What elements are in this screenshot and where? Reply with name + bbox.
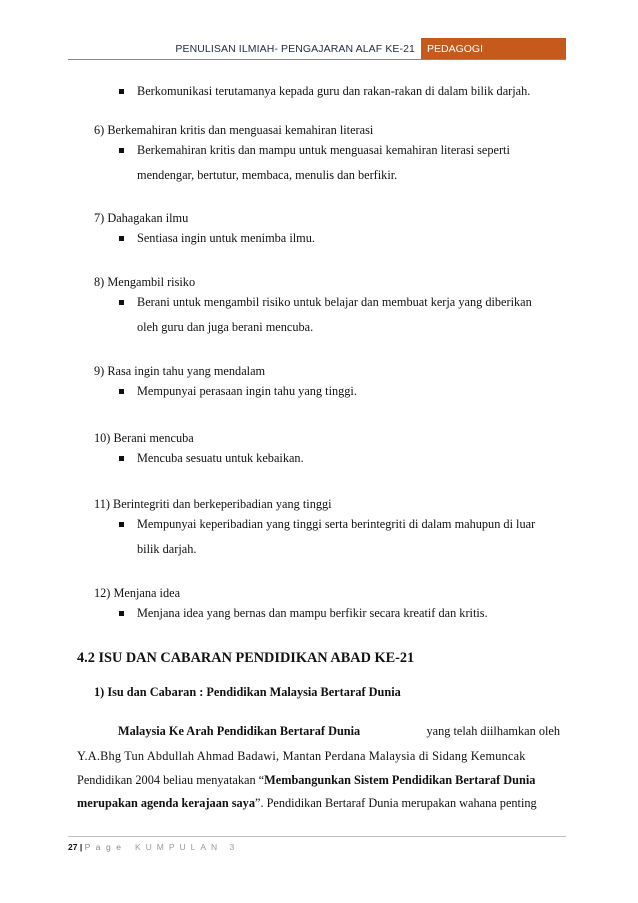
footer (68, 842, 239, 852)
bullet-text: Mencuba sesuatu untuk kebaikan. (137, 451, 304, 465)
page-number: 27 (68, 842, 78, 852)
bullet-square-icon (119, 148, 124, 153)
group-name: KUMPULAN 3 (134, 842, 240, 852)
bullet-text-continued: bilik darjah. (137, 542, 197, 556)
bullet-text: Mempunyai perasaan ingin tahu yang tinggi. (137, 384, 357, 398)
list-item-heading: 9) Rasa ingin tahu yang mendalam (94, 364, 266, 378)
bullet-text-continued: oleh guru dan juga berani mencuba. (137, 320, 314, 334)
subsection-heading: 1) Isu dan Cabaran : Pendidikan Malaysia Bertaraf Dunia (94, 685, 401, 699)
bullet-text-continued: mendengar, bertutur, membaca, menulis dan berfikir. (137, 168, 398, 182)
list-item-heading: 11) Berintegriti dan berkeperibadian yang tinggi (94, 497, 332, 511)
paragraph-text: Pendidikan 2004 beliau menyatakan “ (77, 773, 265, 787)
page-word: P a g e (84, 842, 123, 852)
paragraph-bold-phrase: Membangunkan Sistem Pendidikan Bertaraf Dunia (264, 773, 536, 787)
paragraph-line-4 (77, 797, 537, 809)
bullet-text: Mempunyai keperibadian yang tinggi serta berintegriti di dalam mahupun di luar (137, 517, 536, 531)
paragraph-text: yang telah diilhamkan oleh (426, 724, 560, 738)
list-item-heading: 6) Berkemahiran kritis dan menguasai kemahiran literasi (94, 123, 374, 137)
paragraph-text: ”. Pendidikan Bertaraf Dunia merupakan wahana penting (254, 796, 537, 810)
header-badge: PEDAGOGI (421, 38, 566, 59)
bullet-text: Menjana idea yang bernas dan mampu berfikir secara kreatif dan kritis. (137, 606, 488, 620)
paragraph-line-2: Y.A.Bhg Tun Abdullah Ahmad Badawi, Mantan Perdana Malaysia di Sidang Kemuncak (77, 749, 526, 763)
header-divider (68, 59, 566, 60)
list-item-heading: 12) Menjana idea (94, 586, 181, 600)
paragraph-line-1 (118, 725, 560, 737)
bullet-square-icon (119, 611, 124, 616)
bullet-square-icon (119, 522, 124, 527)
bullet-text: Berani untuk mengambil risiko untuk belajar dan membuat kerja yang diberikan (137, 295, 532, 309)
bullet-text: Berkemahiran kritis dan mampu untuk menguasai kemahiran literasi seperti (137, 143, 510, 157)
bullet-square-icon (119, 300, 124, 305)
footer-separator: | (79, 842, 83, 852)
bullet-square-icon (119, 456, 124, 461)
bullet-square-icon (119, 389, 124, 394)
bullet-text: Berkomunikasi terutamanya kepada guru dan rakan-rakan di dalam bilik darjah. (137, 84, 531, 98)
footer-divider (68, 836, 566, 837)
paragraph-bold-phrase: Malaysia Ke Arah Pendidikan Bertaraf Dunia (118, 724, 361, 738)
list-item-heading: 8) Mengambil risiko (94, 275, 196, 289)
list-item-heading: 7) Dahagakan ilmu (94, 211, 189, 225)
list-item-heading: 10) Berani mencuba (94, 431, 194, 445)
paragraph-bold-phrase: merupakan agenda kerajaan saya (77, 796, 255, 810)
paragraph-line-3 (77, 774, 535, 786)
header-title: PENULISAN ILMIAH- PENGAJARAN ALAF KE-21 (175, 43, 415, 55)
section-heading: 4.2 ISU DAN CABARAN PENDIDIKAN ABAD KE-21 (77, 650, 415, 666)
bullet-square-icon (119, 236, 124, 241)
bullet-text: Sentiasa ingin untuk menimba ilmu. (137, 231, 315, 245)
bullet-square-icon (119, 89, 124, 94)
